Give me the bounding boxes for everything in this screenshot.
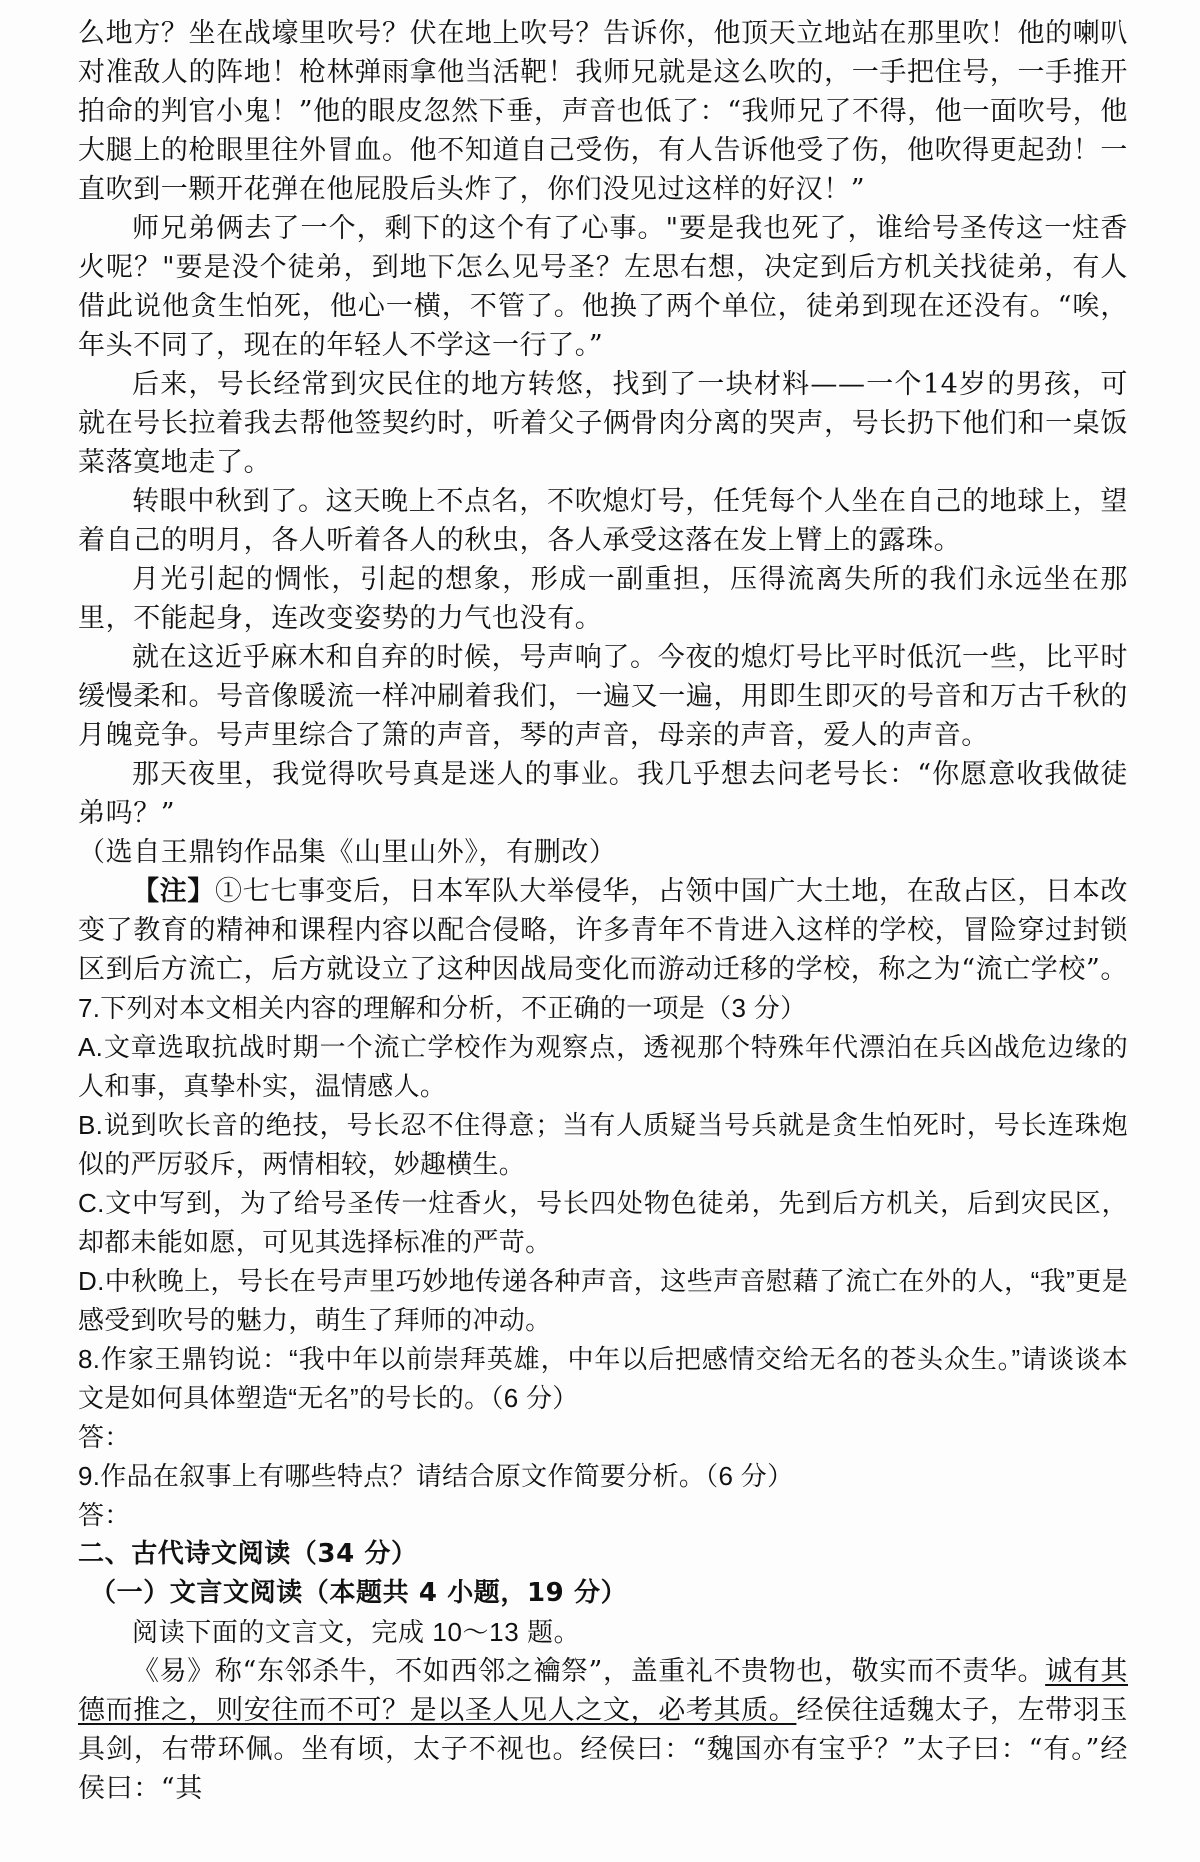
question-7: 7.下列对本文相关内容的理解和分析，不正确的一项是（3 分） [78,993,807,1023]
question-7-option-a: A.文章选取抗战时期一个流亡学校作为观察点，透视那个特殊年代漂泊在兵凶战危边缘的人和事，真挚朴实，温情感人。 [78,1032,1128,1101]
question-7-option-d: D.中秋晚上，号长在号声里巧妙地传递各种声音，这些声音慰藉了流亡在外的人，“我”更是感受到吹号的魅力，萌生了拜师的冲动。 [78,1266,1128,1335]
passage-paragraph-4: 转眼中秋到了。这天晚上不点名，不吹熄灯号，任凭每个人坐在自己的地球上，望着自己的明月，各人听着各人的秋虫，各人承受这落在发上臂上的露珠。 [78,486,1128,556]
section-title: 二、古代诗文阅读（34 分） [78,1539,418,1569]
passage-paragraph-5: 月光引起的惆怅，引起的想象，形成一副重担，压得流离失所的我们永远坐在那里，不能起身，连改变姿势的力气也没有。 [78,564,1128,634]
question-9: 9.作品在叙事上有哪些特点？请结合原文作简要分析。（6 分） [78,1461,794,1491]
question-block [78,989,1128,1535]
classical-underlined-sentence: 诚有其德而推之，则安往而不可？是以圣人见人之文，必考其质。 [78,1656,1128,1726]
answer-label: 答： [78,1422,131,1452]
passage-paragraph-3: 后来，号长经常到灾民住的地方转悠，找到了一块材料——一个14岁的男孩，可就在号长拉着我去帮他签契约时，听着父子俩骨肉分离的哭声，号长扔下他们和一桌饭菜落寞地走了。 [78,369,1128,478]
question-7-option-b: B.说到吹长音的绝技，号长忍不住得意；当有人质疑当号兵就是贪生怕死时，号长连珠炮似的严厉驳斥，两情相较，妙趣横生。 [78,1110,1128,1179]
passage-paragraph-1: 么地方？坐在战壕里吹号？伏在地上吹号？告诉你，他顶天立地站在那里吹！他的喇叭对准敌人的阵地！枪林弹雨拿他当活靶！我师兄就是这么吹的，一手把住号，一手推开拍命的判官小鬼！”他的眼皮忽然下垂，声音也低了：“我师兄了不得，他一面吹号，他大腿上的枪眼里往外冒血。他不知道自己受伤，有人告诉他受了伤，他吹得更起劲！一直吹到一颗开花弹在他屁股后头炸了，你们没见过这样的好汉！” [78,18,1129,205]
passage-paragraph-2: 师兄弟俩去了一个，剩下的这个有了心事。"要是我也死了，谁给号圣传这一炷香火呢？"要是没个徒弟，到地下怎么见号圣？左思右想，决定到后方机关找徒弟，有人借此说他贪生怕死，他心一横，不管了。他换了两个单位，徒弟到现在还没有。“唉，年头不同了，现在的年轻人不学这一行了。” [78,213,1128,361]
classical-text-rest: 经侯往适魏太子，左带羽玉具剑，右带环佩。坐有顷，太子不视也。经侯曰：“魏国亦有宝乎？”太子曰：“有。”经侯曰：“其 [78,1695,1128,1804]
passage-paragraph-7: 那天夜里，我觉得吹号真是迷人的事业。我几乎想去问老号长：“你愿意收我做徒弟吗？” [78,759,1128,829]
passage-note [78,872,1128,989]
question-7-option-c: C.文中写到，为了给号圣传一炷香火，号长四处物色徒弟，先到后方机关，后到灾民区，却都未能如愿，可见其选择标准的严苛。 [78,1188,1128,1257]
note-text: ①七七事变后，日本军队大举侵华，占领中国广大土地，在敌占区，日本改变了教育的精神和课程内容以配合侵略，许多青年不肯进入这样的学校，冒险穿过封锁区到后方流亡，后方就设立了这种因战局变化而游动迁移的学校，称之为“流亡学校”。 [78,876,1129,985]
subsection-title: （一）文言文阅读（本题共 4 小题，19 分） [90,1578,628,1608]
passage-source: （选自王鼎钧作品集《山里山外》，有删改） [78,837,617,868]
passage-paragraph-6: 就在这近乎麻木和自弃的时候，号声响了。今夜的熄灯号比平时低沉一些，比平时缓慢柔和。号音像暖流一样冲刷着我们，一遍又一遍，用即生即灭的号音和万古千秋的月魄竞争。号声里综合了箫的声音，琴的声音，母亲的声音，爱人的声音。 [78,642,1128,751]
classical-passage [78,1652,1128,1808]
reading-instruction: 阅读下面的文言文，完成 10～13 题。 [132,1617,581,1647]
document-body [78,14,1128,1808]
question-8: 8.作家王鼎钧说：“我中年以前崇拜英雄，中年以后把感情交给无名的苍头众生。”请谈谈本文是如何具体塑造“无名”的号长的。（6 分） [78,1344,1128,1413]
note-mark: 【注】 [132,876,216,907]
classical-text-start: 《易》称“东邻杀牛，不如西邻之禴祭”，盖重礼不贵物也，敬实而不责华。 [132,1656,1046,1687]
answer-label: 答： [78,1500,131,1530]
